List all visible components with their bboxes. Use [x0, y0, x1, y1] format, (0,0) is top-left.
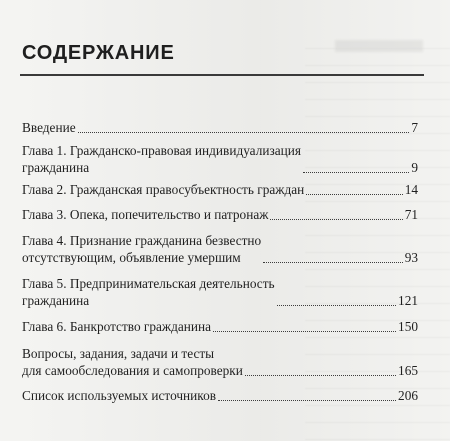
toc-entry-chapter-5: [22, 275, 418, 309]
toc-entry-title: Глава 6. Банкротство гражданина: [22, 319, 212, 334]
toc-entry-chapter-6: [22, 318, 418, 335]
dot-leader: [277, 305, 396, 306]
toc-entry-title: Глава 1. Гражданско-правовая индивидуализация гражданина: [22, 143, 301, 175]
toc-entry-chapter-4: [22, 232, 418, 266]
dot-leader: [218, 400, 396, 401]
toc-entry-chapter-3: [22, 206, 418, 223]
toc-entry-title: Глава 2. Гражданская правосубъектность граждан: [22, 182, 305, 197]
toc-page-number: 206: [398, 388, 418, 403]
dot-leader: [213, 331, 396, 332]
toc-entry-title: Глава 4. Признание гражданина безвестно отсутствующим, объявление умершим: [22, 233, 262, 265]
toc-page-number: 150: [398, 319, 418, 334]
toc-page-number: 14: [404, 182, 418, 197]
toc-page-number: 93: [404, 250, 418, 265]
toc-page-number: 121: [398, 293, 418, 308]
toc-entry-title: Глава 3. Опека, попечительство и патронаж: [22, 207, 269, 222]
toc-page-number: 165: [398, 363, 418, 378]
dot-leader: [263, 262, 403, 263]
toc-entry-title: Список используемых источников: [22, 388, 216, 403]
title-rule: [20, 74, 424, 76]
dot-leader: [245, 375, 396, 376]
toc-entry-chapter-2: [22, 181, 418, 198]
toc-entry-chapter-1: [22, 142, 418, 176]
toc-entry-self-check: [22, 345, 418, 379]
toc-page-number: 7: [411, 120, 418, 135]
page-title: СОДЕРЖАНИЕ: [22, 42, 175, 64]
dot-leader: [270, 219, 402, 220]
dot-leader: [78, 132, 410, 133]
toc-entry-introduction: [22, 119, 418, 136]
toc-entry-title: Глава 5. Предпринимательская деятельность гражданина: [22, 276, 275, 308]
toc-entry-sources: [22, 387, 418, 404]
dot-leader: [303, 172, 409, 173]
toc-page-number: 9: [411, 160, 418, 175]
table-of-contents: [22, 119, 418, 410]
toc-entry-title: Введение: [22, 120, 76, 135]
dot-leader: [306, 194, 402, 195]
toc-page-number: 71: [404, 207, 418, 222]
toc-entry-title: Вопросы, задания, задачи и тесты для самообследования и самопроверки: [22, 346, 243, 378]
